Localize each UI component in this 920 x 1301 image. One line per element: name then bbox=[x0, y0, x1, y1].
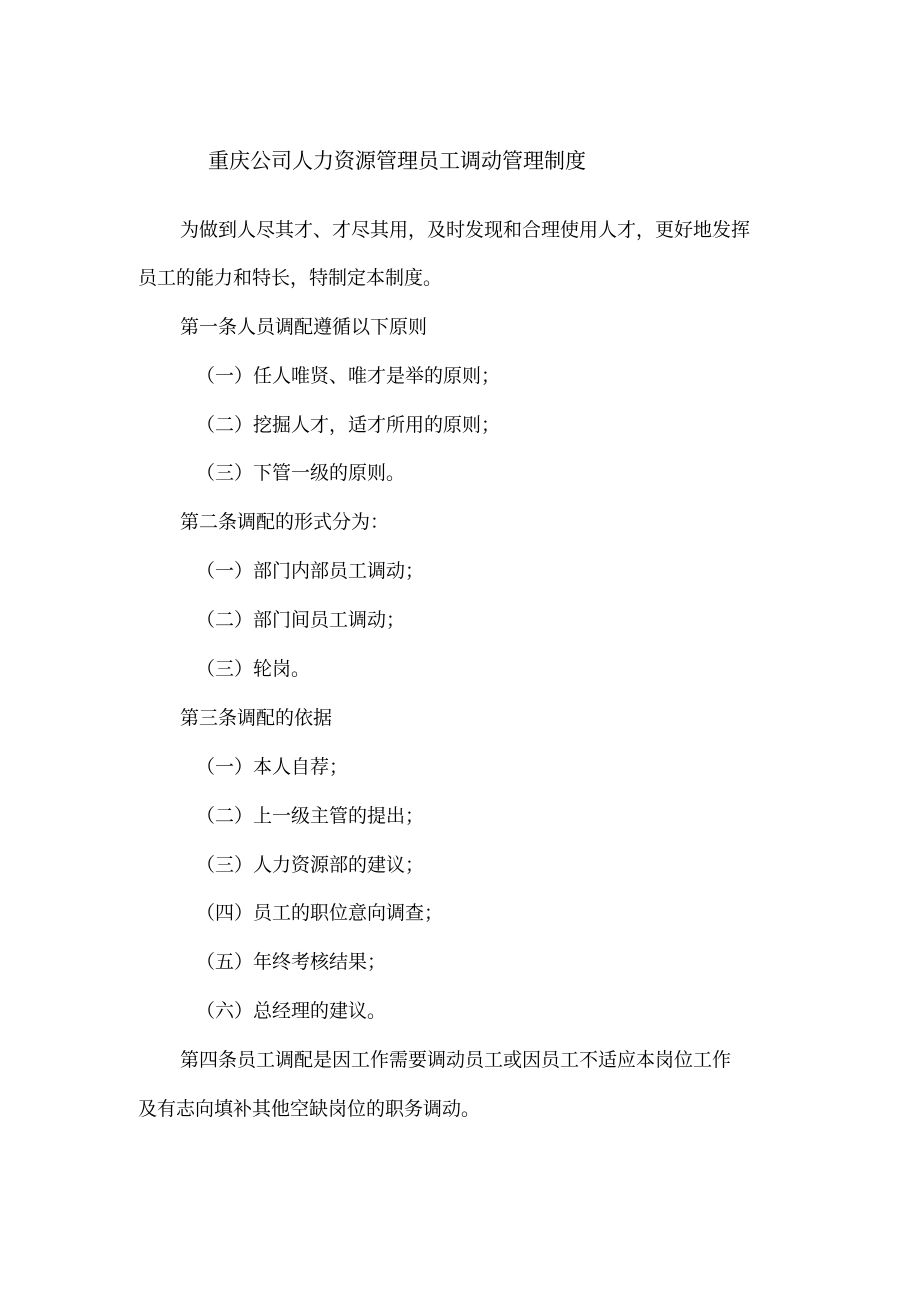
article-4-line-1: 第四条员工调配是因工作需要调动员工或因员工不适应本岗位工作 bbox=[180, 1049, 732, 1071]
intro-line-2: 员工的能力和特长，特制定本制度。 bbox=[138, 267, 443, 289]
document-title: 重庆公司人力资源管理员工调动管理制度 bbox=[208, 149, 586, 173]
article-2-item-2: （二）部门间员工调动； bbox=[196, 609, 406, 631]
article-1-heading: 第一条人员调配遵循以下原则 bbox=[180, 316, 428, 338]
article-2-item-3: （三）轮岗。 bbox=[196, 658, 311, 680]
article-1-item-1: （一）任人唯贤、唯才是举的原则； bbox=[196, 365, 501, 387]
article-3-heading: 第三条调配的依据 bbox=[180, 707, 333, 729]
article-4-line-2: 及有志向填补其他空缺岗位的职务调动。 bbox=[138, 1098, 481, 1120]
article-3-item-6: （六）总经理的建议。 bbox=[196, 1000, 387, 1022]
article-2-heading: 第二条调配的形式分为： bbox=[180, 511, 390, 533]
article-3-item-3: （三）人力资源部的建议； bbox=[196, 854, 425, 876]
article-2-item-1: （一）部门内部员工调动； bbox=[196, 560, 425, 582]
article-3-item-5: （五）年终考核结果； bbox=[196, 951, 387, 973]
article-3-item-2: （二）上一级主管的提出； bbox=[196, 805, 425, 827]
intro-line-1: 为做到人尽其才、才尽其用，及时发现和合理使用人才，更好地发挥 bbox=[180, 219, 751, 241]
article-3-item-4: （四）员工的职位意向调查； bbox=[196, 902, 444, 924]
article-1-item-3: （三）下管一级的原则。 bbox=[196, 462, 406, 484]
article-1-item-2: （二）挖掘人才，适才所用的原则； bbox=[196, 414, 501, 436]
article-3-item-1: （一）本人自荐； bbox=[196, 756, 349, 778]
